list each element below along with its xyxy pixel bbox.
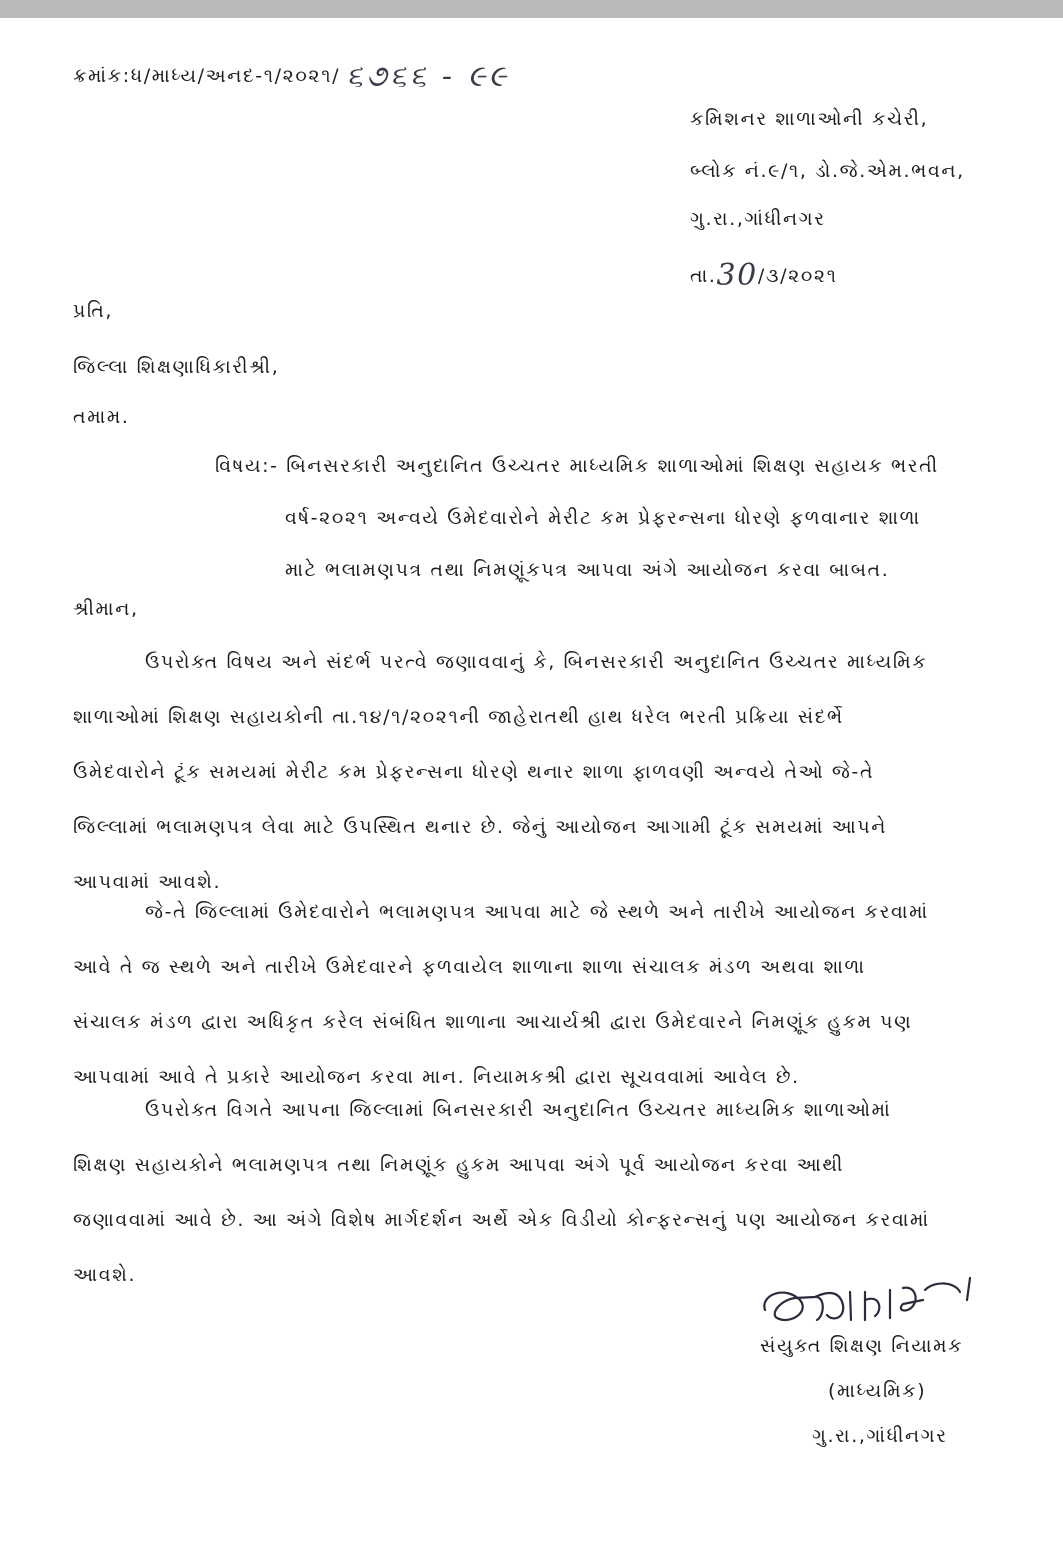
signatory-title: સંયુક્ત શિક્ષણ નિયામક <box>760 1335 964 1357</box>
paragraph-1-line: જિલ્લામાં ભલામણપત્ર લેવા માટે ઉપસ્થિત થનાર છે. જેનું આયોજન આગામી ટૂંક સમયમાં આપને <box>73 816 888 838</box>
salutation: શ્રીમાન, <box>73 598 139 620</box>
paragraph-1 <box>73 635 1023 910</box>
paragraph-1-line: ઉમેદવારોને ટૂંક સમયમાં મેરીટ કમ પ્રેફરન્સના ધોરણે થનાર શાળા ફાળવણી અન્વયે તેઓ જે-તે <box>73 761 875 783</box>
subject-line-2: વર્ષ-૨૦૨૧ અન્વયે ઉમેદવારોને મેરીટ કમ પ્રેફરન્સના ધોરણે ફળવાનાર શાળા <box>285 507 921 529</box>
paragraph-2-line: જે-તે જિલ્લામાં ઉમેદવારોને ભલામણપત્ર આપવા માટે જે સ્થળે અને તારીખે આયોજન કરવામાં <box>145 901 929 923</box>
address-line-3: ગુ.રા.,ગાંધીનગર <box>690 208 826 230</box>
date-day-handwritten: 30 <box>716 258 758 293</box>
signatory-department: (માધ્યમિક) <box>828 1380 927 1402</box>
paragraph-2-line: આપવામાં આવે તે પ્રકારે આયોજન કરવા માન. નિયામકશ્રી દ્વારા સૂચવવામાં આવેલ છે. <box>73 1066 800 1088</box>
paragraph-1-line: આપવામાં આવશે. <box>73 871 222 893</box>
paragraph-3-line: ઉપરોક્ત વિગતે આપના જિલ્લામાં બિનસરકારી અનુદાનિત ઉચ્ચતર માધ્યમિક શાળાઓમાં <box>145 1099 892 1121</box>
address-line-2: બ્લોક નં.૯/૧, ડો.જે.એમ.ભવન, <box>690 160 965 182</box>
paragraph-3-line: શિક્ષણ સહાયકોને ભલામણપત્ર તથા નિમણૂંક હુકમ આપવા અંગે પૂર્વ આયોજન કરવા આથી <box>73 1154 844 1176</box>
subject-line-1: વિષય:- બિનસરકારી અનુદાનિત ઉચ્ચતર માધ્યમિક શાળાઓમાં શિક્ષણ સહાયક ભરતી <box>215 455 939 477</box>
paragraph-2 <box>73 885 1023 1105</box>
signatory-place: ગુ.રા.,ગાંધીનગર <box>812 1425 948 1447</box>
paragraph-3-line: જણાવવામાં આવે છે. આ અંગે વિશેષ માર્ગદર્શન અર્થે એક વિડીયો કોન્ફરન્સનું પણ આયોજન કરવામાં <box>73 1209 930 1231</box>
date-prefix: તા. <box>690 265 717 287</box>
date-rest: /૩/૨૦૨૧ <box>757 265 838 287</box>
paragraph-3-line: આવશે. <box>73 1264 137 1286</box>
paragraph-1-line: ઉપરોક્ત વિષય અને સંદર્ભ પરત્વે જણાવવાનું કે, બિનસરકારી અનુદાનિત ઉચ્ચતર માધ્યમિક <box>145 651 928 673</box>
address-line-1: કમિશનર શાળાઓની કચેરી, <box>690 108 929 130</box>
paragraph-2-line: આવે તે જ સ્થળે અને તારીખે ઉમેદવારને ફળવાયેલ શાળાના શાળા સંચાલક મંડળ અથવા શાળા <box>73 956 866 978</box>
subject-line-3: માટે ભલામણપત્ર તથા નિમણૂંકપત્ર આપવા અંગે આયોજન કરવા બાબત. <box>285 559 890 581</box>
recipient-all: તમામ. <box>73 406 130 428</box>
subject-block <box>215 455 1015 581</box>
recipient-to: પ્રતિ, <box>73 300 114 322</box>
paragraph-2-line: સંચાલક મંડળ દ્વારા અધિકૃત કરેલ સંબંધિત શાળાના આચાર્યશ્રી દ્વારા ઉમેદવારને નિમણૂંક હુકમ પણ <box>73 1011 913 1033</box>
reference-number <box>73 55 510 94</box>
reference-handwritten-number: ૬૭૬૬ - ૯૯ <box>346 59 510 94</box>
letter-date <box>690 255 838 293</box>
reference-prefix: ક્રમાંક:ધ/માધ્ય/અનદ-૧/૨૦૨૧/ <box>73 65 341 87</box>
handwritten-signature <box>755 1270 985 1340</box>
paragraph-1-line: શાળાઓમાં શિક્ષણ સહાયકોની તા.૧૪/૧/૨૦૨૧ની જાહેરાતથી હાથ ધરેલ ભરતી પ્રક્રિયા સંદર્ભે <box>73 706 844 728</box>
recipient-office: જિલ્લા શિક્ષણાધિકારીશ્રી, <box>73 356 280 378</box>
